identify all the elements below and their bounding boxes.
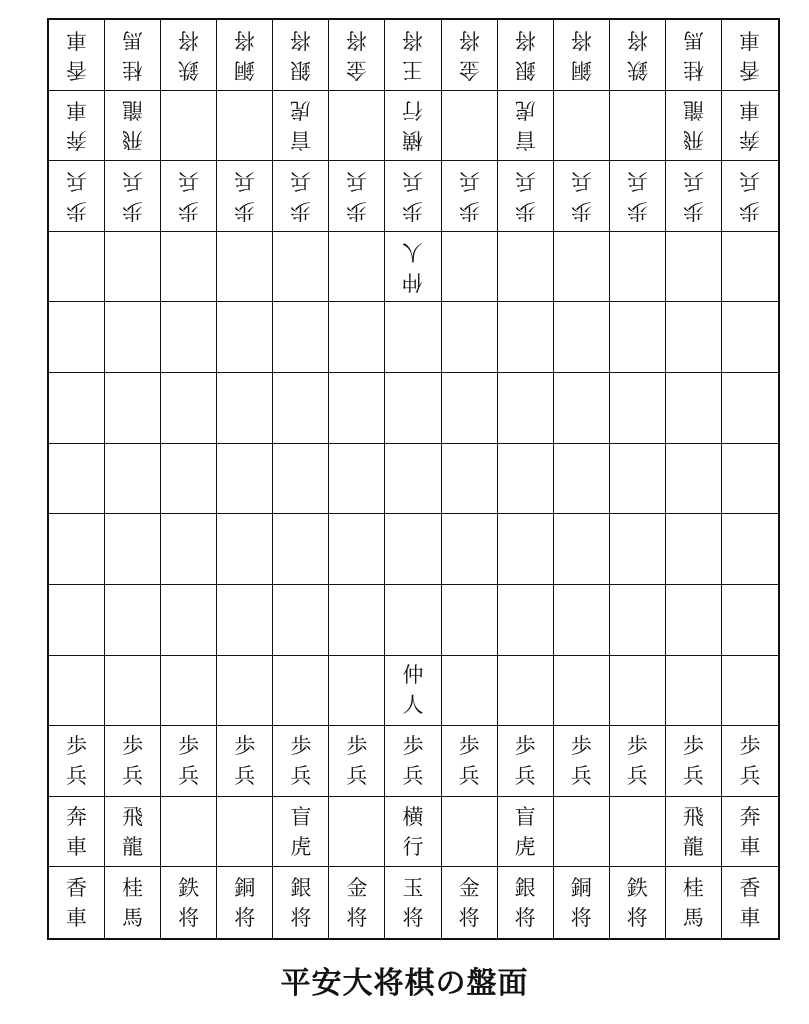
shogi-piece[interactable]: 歩 兵	[626, 733, 648, 788]
shogi-piece[interactable]: 飛 龍	[122, 98, 144, 153]
board-square[interactable]	[498, 514, 554, 585]
shogi-piece[interactable]: 銀 将	[514, 875, 536, 930]
board-square[interactable]	[161, 91, 217, 162]
shogi-piece[interactable]: 香 車	[739, 875, 761, 930]
board-square[interactable]	[49, 867, 105, 938]
board-square[interactable]	[329, 514, 385, 585]
board-square[interactable]	[554, 302, 610, 373]
board-square[interactable]	[666, 232, 722, 303]
board-square[interactable]	[498, 444, 554, 515]
board-square[interactable]	[442, 656, 498, 727]
board-square[interactable]	[161, 302, 217, 373]
board-square[interactable]	[329, 373, 385, 444]
board-square[interactable]	[273, 302, 329, 373]
board-square[interactable]	[105, 726, 161, 797]
shogi-piece[interactable]: 銀 将	[290, 875, 312, 930]
board-square[interactable]	[442, 726, 498, 797]
board-square[interactable]	[273, 797, 329, 868]
board-square[interactable]	[273, 161, 329, 232]
board-square[interactable]	[442, 514, 498, 585]
board-square[interactable]	[385, 373, 441, 444]
board-square[interactable]	[666, 302, 722, 373]
shogi-piece[interactable]: 王 将	[402, 27, 424, 82]
shogi-piece[interactable]: 歩 兵	[290, 169, 312, 224]
shogi-piece[interactable]: 歩 兵	[402, 169, 424, 224]
board-square[interactable]	[498, 20, 554, 91]
board-square[interactable]	[217, 444, 273, 515]
board-square[interactable]	[666, 797, 722, 868]
board-square[interactable]	[105, 797, 161, 868]
board-square[interactable]	[610, 20, 666, 91]
board-square[interactable]	[666, 161, 722, 232]
shogi-piece[interactable]: 奔 車	[739, 98, 761, 153]
shogi-piece[interactable]: 飛 龍	[682, 98, 704, 153]
shogi-piece[interactable]: 歩 兵	[682, 733, 704, 788]
board-square[interactable]	[161, 373, 217, 444]
board-square[interactable]	[49, 656, 105, 727]
board-square[interactable]	[554, 373, 610, 444]
board-square[interactable]	[722, 20, 778, 91]
board-square[interactable]	[49, 161, 105, 232]
shogi-piece[interactable]: 奔 車	[739, 804, 761, 859]
board-square[interactable]	[610, 302, 666, 373]
shogi-piece[interactable]: 歩 兵	[122, 169, 144, 224]
board-square[interactable]	[105, 232, 161, 303]
shogi-piece[interactable]: 歩 兵	[570, 169, 592, 224]
board-square[interactable]	[385, 161, 441, 232]
board-square[interactable]	[105, 161, 161, 232]
board-square[interactable]	[554, 867, 610, 938]
shogi-piece[interactable]: 桂 馬	[682, 27, 704, 82]
shogi-piece[interactable]: 歩 兵	[346, 169, 368, 224]
board-square[interactable]	[722, 91, 778, 162]
board-square[interactable]	[498, 232, 554, 303]
shogi-piece[interactable]: 歩 兵	[66, 733, 88, 788]
board-square[interactable]	[385, 302, 441, 373]
shogi-piece[interactable]: 歩 兵	[682, 169, 704, 224]
board-square[interactable]	[442, 585, 498, 656]
board-square[interactable]	[161, 232, 217, 303]
shogi-piece[interactable]: 歩 兵	[458, 733, 480, 788]
shogi-piece[interactable]: 歩 兵	[346, 733, 368, 788]
board-square[interactable]	[442, 161, 498, 232]
board-square[interactable]	[610, 585, 666, 656]
board-square[interactable]	[385, 797, 441, 868]
board-square[interactable]	[442, 302, 498, 373]
shogi-piece[interactable]: 銅 将	[570, 875, 592, 930]
board-square[interactable]	[49, 302, 105, 373]
shogi-piece[interactable]: 歩 兵	[234, 169, 256, 224]
board-square[interactable]	[273, 91, 329, 162]
shogi-piece[interactable]: 仲 人	[402, 663, 424, 718]
shogi-piece[interactable]: 盲 虎	[514, 98, 536, 153]
board-square[interactable]	[722, 232, 778, 303]
board-square[interactable]	[105, 656, 161, 727]
board-square[interactable]	[498, 726, 554, 797]
board-square[interactable]	[442, 232, 498, 303]
shogi-piece[interactable]: 銀 将	[514, 27, 536, 82]
shogi-piece[interactable]: 横 行	[402, 804, 424, 859]
board-square[interactable]	[273, 20, 329, 91]
board-square[interactable]	[217, 91, 273, 162]
shogi-piece[interactable]: 歩 兵	[514, 733, 536, 788]
shogi-piece[interactable]: 歩 兵	[290, 733, 312, 788]
shogi-piece[interactable]: 飛 龍	[122, 804, 144, 859]
board-square[interactable]	[273, 232, 329, 303]
shogi-piece[interactable]: 歩 兵	[626, 169, 648, 224]
board-square[interactable]	[554, 656, 610, 727]
board-square[interactable]	[273, 444, 329, 515]
board-square[interactable]	[161, 444, 217, 515]
board-square[interactable]	[722, 585, 778, 656]
board-square[interactable]	[610, 726, 666, 797]
board-square[interactable]	[666, 20, 722, 91]
board-square[interactable]	[385, 585, 441, 656]
board-square[interactable]	[722, 302, 778, 373]
board-square[interactable]	[329, 726, 385, 797]
board-square[interactable]	[666, 656, 722, 727]
shogi-piece[interactable]: 金 将	[458, 27, 480, 82]
shogi-piece[interactable]: 金 将	[346, 27, 368, 82]
board-square[interactable]	[610, 444, 666, 515]
board-square[interactable]	[273, 656, 329, 727]
board-square[interactable]	[666, 514, 722, 585]
board-square[interactable]	[385, 726, 441, 797]
board-square[interactable]	[610, 656, 666, 727]
board-square[interactable]	[498, 91, 554, 162]
board-square[interactable]	[161, 585, 217, 656]
board-square[interactable]	[610, 161, 666, 232]
shogi-piece[interactable]: 金 将	[458, 875, 480, 930]
shogi-piece[interactable]: 横 行	[402, 98, 424, 153]
shogi-piece[interactable]: 奔 車	[66, 804, 88, 859]
board-square[interactable]	[273, 514, 329, 585]
board-square[interactable]	[329, 585, 385, 656]
board-square[interactable]	[273, 867, 329, 938]
board-square[interactable]	[385, 232, 441, 303]
board-square[interactable]	[161, 20, 217, 91]
board-square[interactable]	[722, 726, 778, 797]
board-square[interactable]	[217, 514, 273, 585]
board-square[interactable]	[105, 585, 161, 656]
board-square[interactable]	[610, 232, 666, 303]
board-square[interactable]	[329, 161, 385, 232]
board-square[interactable]	[161, 514, 217, 585]
shogi-piece[interactable]: 鉄 将	[626, 875, 648, 930]
board-square[interactable]	[554, 91, 610, 162]
shogi-piece[interactable]: 盲 虎	[290, 98, 312, 153]
board-square[interactable]	[217, 161, 273, 232]
board-square[interactable]	[217, 585, 273, 656]
board-square[interactable]	[722, 514, 778, 585]
board-square[interactable]	[217, 20, 273, 91]
board-square[interactable]	[442, 20, 498, 91]
shogi-piece[interactable]: 香 車	[739, 27, 761, 82]
shogi-piece[interactable]: 歩 兵	[458, 169, 480, 224]
board-square[interactable]	[273, 726, 329, 797]
board-square[interactable]	[498, 656, 554, 727]
shogi-piece[interactable]: 歩 兵	[514, 169, 536, 224]
board-square[interactable]	[49, 232, 105, 303]
board-square[interactable]	[105, 373, 161, 444]
board-square[interactable]	[161, 161, 217, 232]
shogi-piece[interactable]: 銅 将	[234, 875, 256, 930]
board-square[interactable]	[554, 232, 610, 303]
board-square[interactable]	[385, 444, 441, 515]
board-square[interactable]	[554, 514, 610, 585]
board-square[interactable]	[498, 585, 554, 656]
board-square[interactable]	[610, 514, 666, 585]
board-square[interactable]	[161, 726, 217, 797]
board-square[interactable]	[666, 726, 722, 797]
board-square[interactable]	[498, 867, 554, 938]
board-square[interactable]	[498, 797, 554, 868]
shogi-piece[interactable]: 香 車	[66, 875, 88, 930]
board-square[interactable]	[610, 91, 666, 162]
board-square[interactable]	[722, 444, 778, 515]
board-square[interactable]	[49, 373, 105, 444]
board-square[interactable]	[722, 656, 778, 727]
board-square[interactable]	[273, 585, 329, 656]
board-square[interactable]	[49, 444, 105, 515]
shogi-board	[47, 18, 780, 940]
shogi-piece[interactable]: 歩 兵	[739, 733, 761, 788]
shogi-piece[interactable]: 歩 兵	[122, 733, 144, 788]
shogi-piece[interactable]: 桂 馬	[122, 27, 144, 82]
shogi-piece[interactable]: 鉄 将	[178, 875, 200, 930]
board-square[interactable]	[666, 444, 722, 515]
board-square[interactable]	[554, 585, 610, 656]
shogi-piece[interactable]: 玉 将	[402, 875, 424, 930]
board-square[interactable]	[273, 373, 329, 444]
board-square[interactable]	[49, 585, 105, 656]
board-square[interactable]	[722, 161, 778, 232]
board-square[interactable]	[105, 444, 161, 515]
board-square[interactable]	[105, 302, 161, 373]
shogi-piece[interactable]: 鉄 将	[178, 27, 200, 82]
board-caption: 平安大将棋の盤面	[280, 966, 529, 1001]
board-square[interactable]	[49, 726, 105, 797]
board-square[interactable]	[385, 656, 441, 727]
shogi-piece[interactable]: 銅 将	[570, 27, 592, 82]
board-square[interactable]	[161, 867, 217, 938]
board-square[interactable]	[49, 797, 105, 868]
board-square[interactable]	[385, 20, 441, 91]
board-square[interactable]	[610, 867, 666, 938]
board-square[interactable]	[554, 726, 610, 797]
board-square[interactable]	[666, 867, 722, 938]
board-square[interactable]	[442, 91, 498, 162]
board-square[interactable]	[554, 161, 610, 232]
shogi-piece[interactable]: 盲 虎	[514, 804, 536, 859]
board-square[interactable]	[217, 797, 273, 868]
shogi-piece[interactable]: 歩 兵	[66, 169, 88, 224]
board-square[interactable]	[217, 656, 273, 727]
board-square[interactable]	[105, 91, 161, 162]
shogi-piece[interactable]: 歩 兵	[234, 733, 256, 788]
board-square[interactable]	[610, 797, 666, 868]
board-square[interactable]	[329, 444, 385, 515]
board-square[interactable]	[722, 797, 778, 868]
shogi-piece[interactable]: 歩 兵	[570, 733, 592, 788]
board-square[interactable]	[329, 797, 385, 868]
board-square[interactable]	[442, 373, 498, 444]
shogi-piece[interactable]: 奔 車	[66, 98, 88, 153]
board-square[interactable]	[217, 302, 273, 373]
board-square[interactable]	[442, 444, 498, 515]
board-square[interactable]	[161, 797, 217, 868]
shogi-piece[interactable]: 香 車	[66, 27, 88, 82]
board-square[interactable]	[666, 91, 722, 162]
board-square[interactable]	[385, 91, 441, 162]
board-square[interactable]	[105, 20, 161, 91]
board-square[interactable]	[498, 161, 554, 232]
board-square[interactable]	[49, 20, 105, 91]
shogi-piece[interactable]: 金 将	[346, 875, 368, 930]
board-square[interactable]	[217, 726, 273, 797]
board-square[interactable]	[666, 373, 722, 444]
board-square[interactable]	[554, 444, 610, 515]
shogi-piece[interactable]: 鉄 将	[626, 27, 648, 82]
shogi-piece[interactable]: 飛 龍	[682, 804, 704, 859]
board-square[interactable]	[161, 656, 217, 727]
board-square[interactable]	[442, 867, 498, 938]
board-square[interactable]	[105, 514, 161, 585]
shogi-piece[interactable]: 盲 虎	[290, 804, 312, 859]
board-square[interactable]	[105, 867, 161, 938]
board-square[interactable]	[442, 797, 498, 868]
board-square[interactable]	[329, 91, 385, 162]
board-square[interactable]	[329, 656, 385, 727]
board-square[interactable]	[217, 373, 273, 444]
board-square[interactable]	[329, 232, 385, 303]
shogi-piece[interactable]: 仲 人	[402, 239, 424, 294]
board-square[interactable]	[217, 867, 273, 938]
board-square[interactable]	[217, 232, 273, 303]
board-square[interactable]	[610, 373, 666, 444]
board-square[interactable]	[329, 867, 385, 938]
board-square[interactable]	[385, 867, 441, 938]
board-square[interactable]	[666, 585, 722, 656]
shogi-piece[interactable]: 歩 兵	[178, 169, 200, 224]
board-square[interactable]	[722, 373, 778, 444]
shogi-piece[interactable]: 歩 兵	[402, 733, 424, 788]
board-square[interactable]	[722, 867, 778, 938]
board-square[interactable]	[498, 373, 554, 444]
board-square[interactable]	[49, 514, 105, 585]
shogi-piece[interactable]: 銅 将	[234, 27, 256, 82]
board-square[interactable]	[385, 514, 441, 585]
shogi-piece[interactable]: 銀 将	[290, 27, 312, 82]
board-square[interactable]	[49, 91, 105, 162]
board-square[interactable]	[554, 20, 610, 91]
board-square[interactable]	[498, 302, 554, 373]
shogi-piece[interactable]: 桂 馬	[122, 875, 144, 930]
board-square[interactable]	[329, 20, 385, 91]
board-square[interactable]	[329, 302, 385, 373]
shogi-piece[interactable]: 歩 兵	[178, 733, 200, 788]
shogi-piece[interactable]: 歩 兵	[739, 169, 761, 224]
board-square[interactable]	[554, 797, 610, 868]
shogi-piece[interactable]: 桂 馬	[682, 875, 704, 930]
